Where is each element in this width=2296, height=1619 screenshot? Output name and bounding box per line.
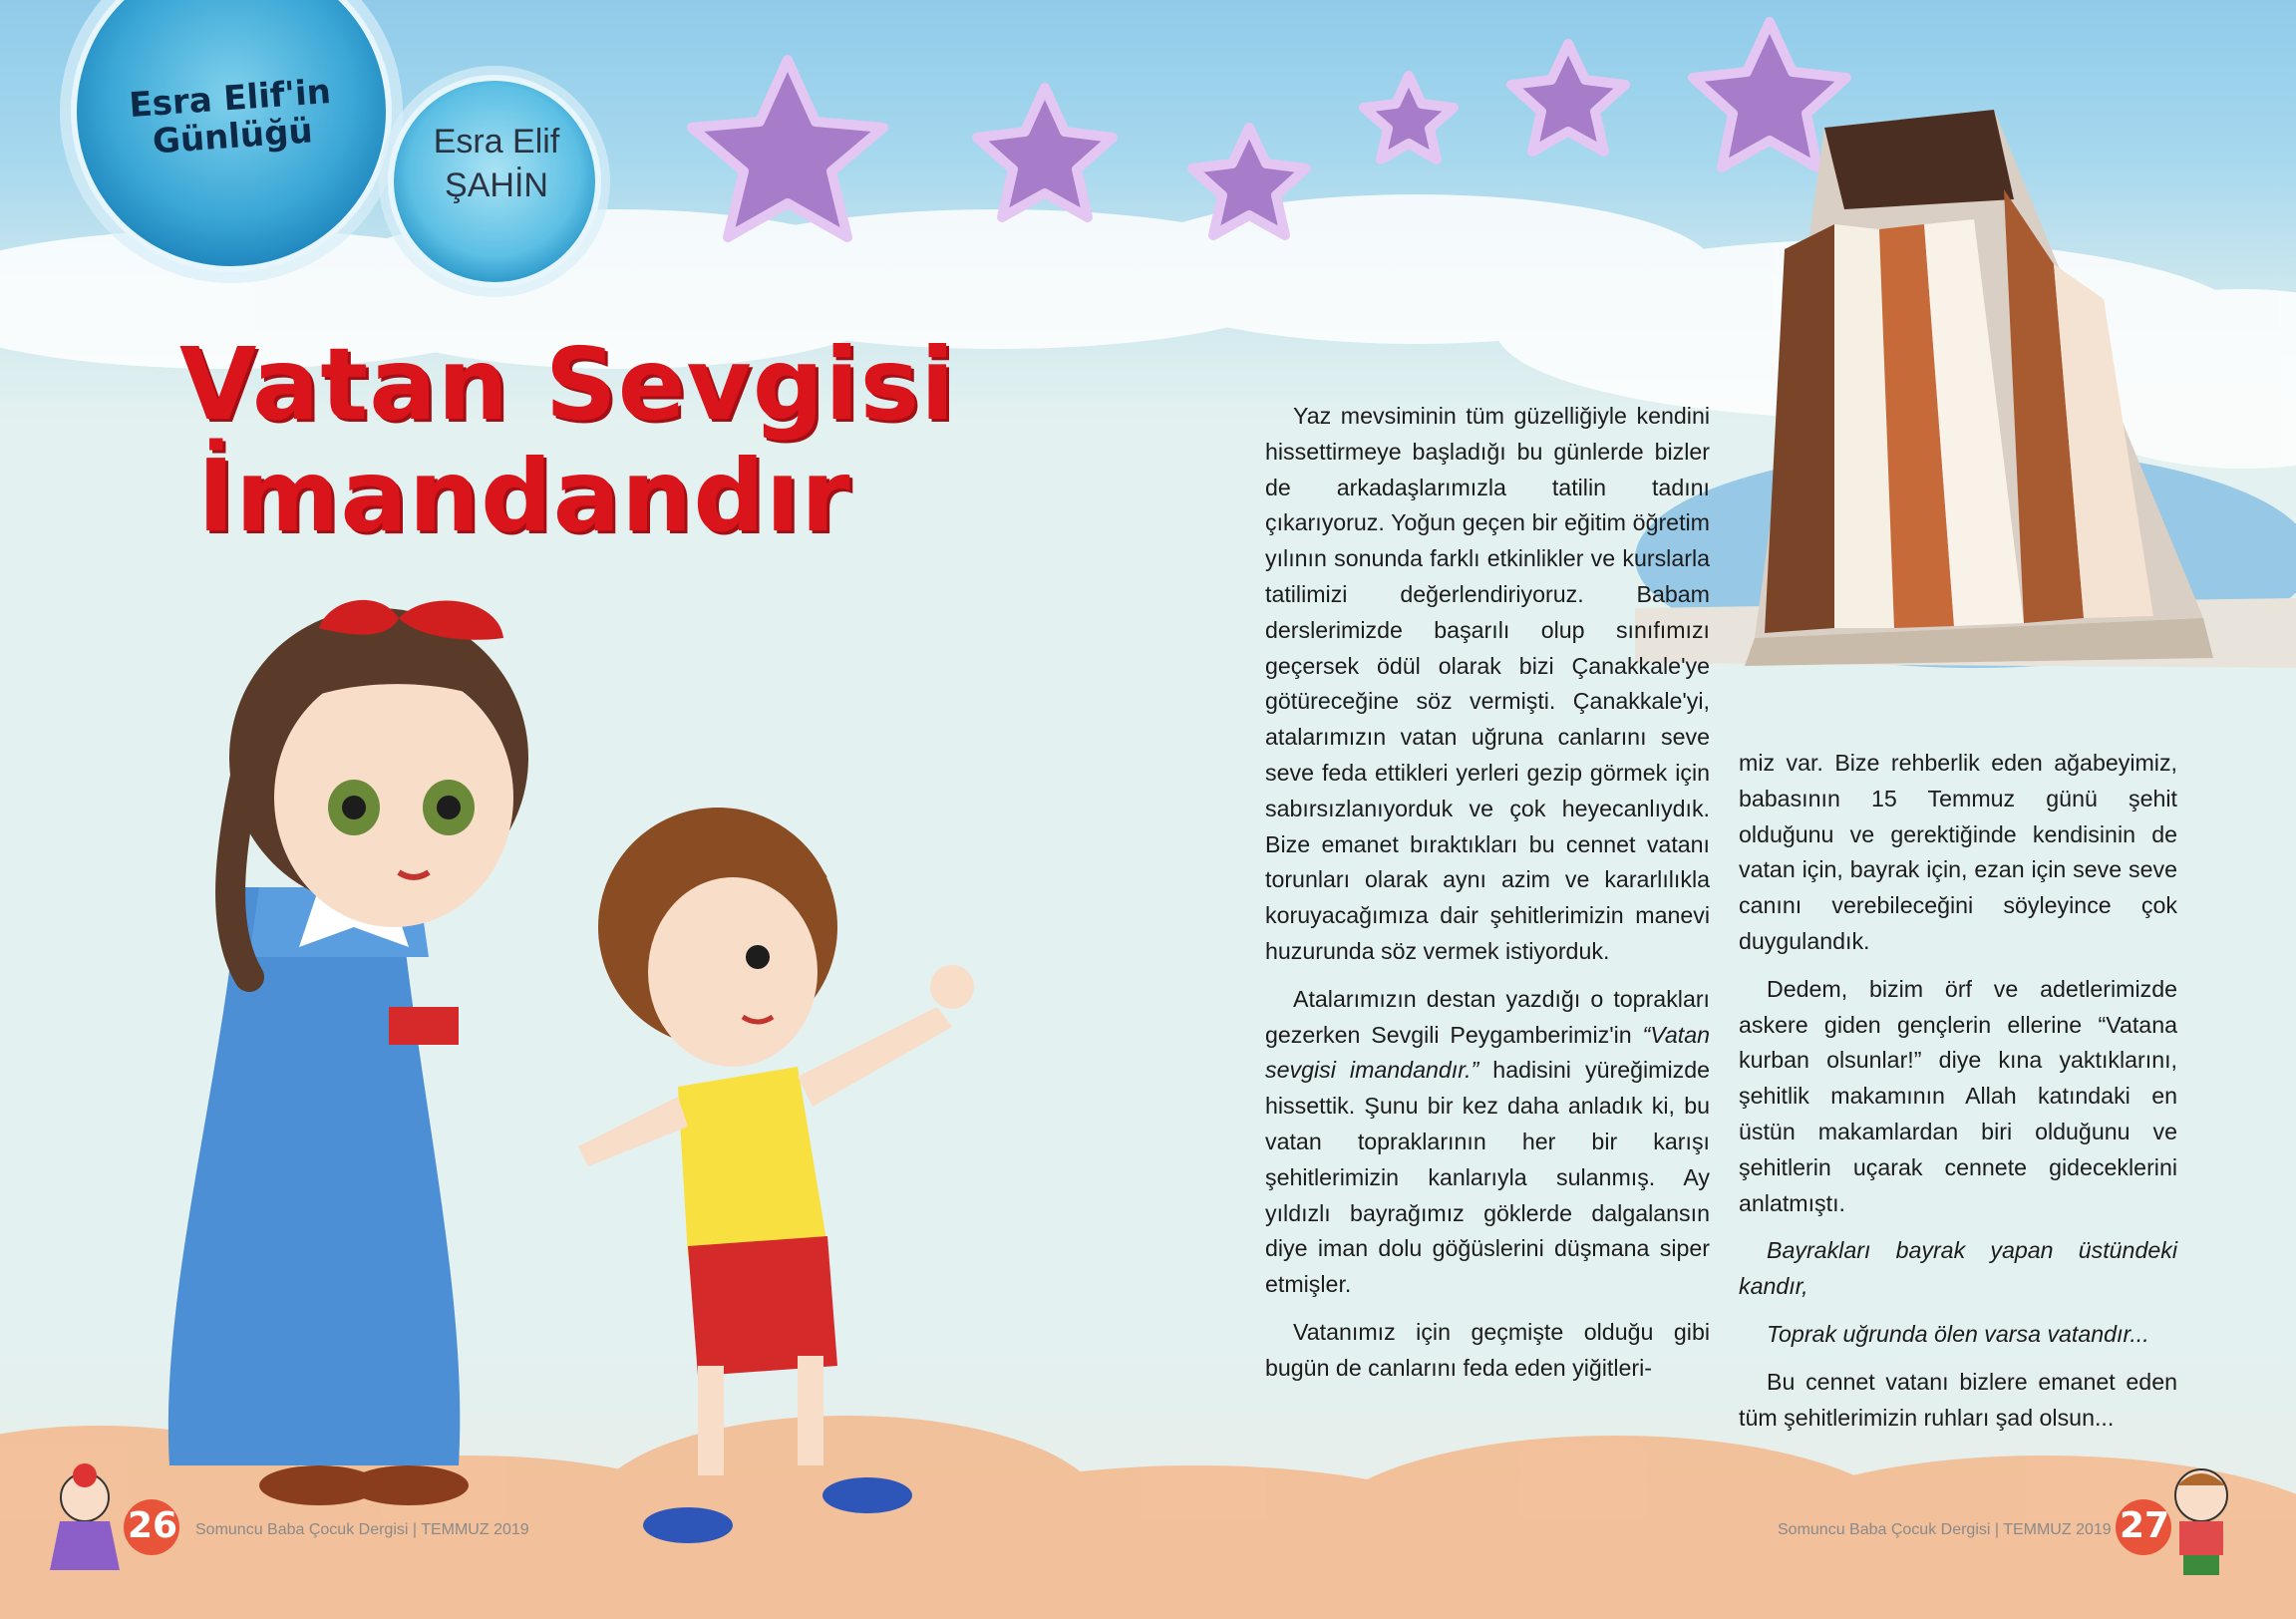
paragraph <box>1265 982 1710 1303</box>
article-title-line1: Vatan Sevgisi <box>179 326 956 443</box>
paragraph-text: hadisini yüreğimizde hissettik. Şunu bir kez daha anladık ki, bu vatan topraklarının her bir karışı şehitlerimizin kanlarıyla sulanmış. Ay yıldızlı bayrağımız göklerde dalgalansın diye iman dolu göğüslerini düşmana siper etmişler. <box>1265 1057 1710 1298</box>
article-title <box>179 326 956 554</box>
article-title-line2: İmandandır <box>197 438 851 554</box>
paragraph: Bu cennet vatanı bizlere emanet eden tüm şehitlerimizin ruhları şad olsun... <box>1739 1368 2177 1431</box>
article-column-1 <box>1265 399 1710 1399</box>
girl-illustration <box>168 600 528 1505</box>
hadith-quote: “Vatan sevgisi imandandır.” <box>1265 1021 1710 1084</box>
right-page-number: 27 <box>2120 1505 2170 1546</box>
author-name <box>377 120 616 207</box>
poem-line: Toprak uğrunda ölen varsa vatandır... <box>1767 1320 2149 1347</box>
paragraph-text: Atalarımızın destan yazdığı o toprakları gezerken Sevgili Peygamberimiz'in <box>1265 985 1710 1048</box>
star-row <box>692 22 1846 237</box>
star-icon <box>1511 44 1625 152</box>
diary-title-line1: Esra Elif'in <box>128 72 333 127</box>
star-icon <box>1364 76 1454 160</box>
paragraph: miz var. Bize rehberlik eden ağabeyimiz, babasının 15 Temmuz günü şehit olduğunu ve gerektiğinde kendisinin de vatan için, bayrak için, ezan için seve seve canını verebileceğini söyleyince çok duygulandık. <box>1739 750 2177 954</box>
author-first-name: Esra Elif <box>433 123 560 161</box>
star-icon <box>692 60 883 237</box>
paragraph: Yaz mevsiminin tüm güzelliğiyle kendini hissettirmeye başladığı bu günlerde bizler de arkadaşlarımızla tatilin tadını çıkarıyoruz. Yoğun geçen bir eğitim öğretim yılının sonunda farklı etkinlikler ve kurslarla tatilimizi değerlendiriyoruz. Babam derslerimizde başarılı olup sınıfımızı geçersek ödül olarak bizi Çanakkale'ye götüreceğine söz vermişti. Çanakkale'yi, atalarımızın vatan uğruna canlarını seve seve feda ettikleri yerleri gezip görmek için sabırsızlanıyorduk ve çok heyecanlıydık. Bize emanet bıraktıkları bu cennet vatanı torunları olarak aynı azim ve kararlılıkla koruyacağımıza dair şehitlerimizin manevi huzurunda söz vermek istiyorduk. <box>1265 403 1710 964</box>
author-last-name: ŞAHİN <box>445 166 548 204</box>
diary-title-line2: Günlüğü <box>151 111 314 162</box>
poem-line: Bayrakları bayrak yapan üstündeki kandır, <box>1739 1237 2177 1300</box>
article-column-2 <box>1739 746 2177 1448</box>
paragraph: Vatanımız için geçmişte olduğu gibi bugün de canlarını feda eden yiğitleri- <box>1265 1318 1710 1381</box>
star-icon <box>977 88 1113 217</box>
right-footer-text: Somuncu Baba Çocuk Dergisi | TEMMUZ 2019 <box>1778 1521 2112 1538</box>
left-footer-text: Somuncu Baba Çocuk Dergisi | TEMMUZ 2019 <box>195 1521 529 1538</box>
left-page-number: 26 <box>128 1505 178 1546</box>
paragraph: Dedem, bizim örf ve adetlerimizde askere giden gençlerin ellerine “Vatana kurban olsunlar!” diye kına yaktıklarını, şehitlik makamının Allah katındaki en üstün makamlardan biri olduğunu ve şehitlerin uçarak cennete gideceklerini anlatmıştı. <box>1739 975 2177 1216</box>
